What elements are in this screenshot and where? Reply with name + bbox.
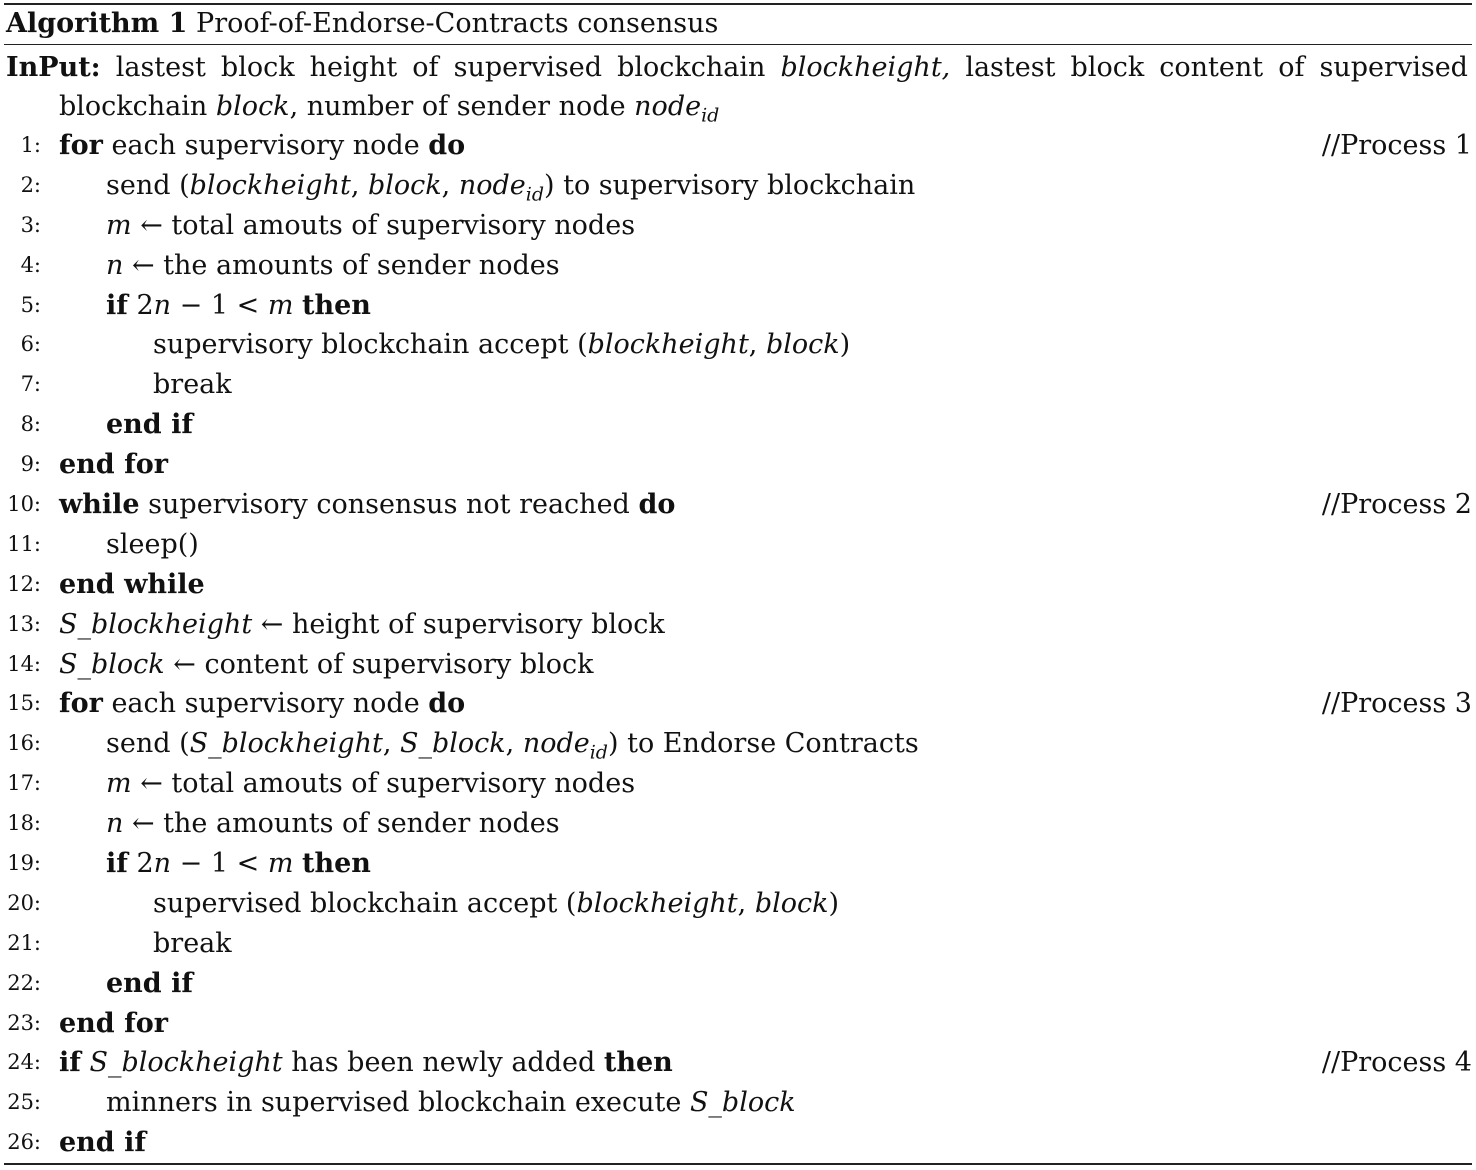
keyword: then [603, 1047, 673, 1079]
input-text: blockchain [59, 91, 208, 122]
line-text: has been newly added [282, 1047, 596, 1079]
input-line-1 [6, 48, 1468, 87]
line-text: 2 [136, 848, 154, 880]
variable: S_blockheight [89, 1047, 283, 1079]
caption-title: Proof-of-Endorse-Contracts consensus [196, 8, 719, 39]
line-text: ← content of supervisory block [164, 648, 594, 680]
line-text: , [441, 169, 459, 201]
line-8 [0, 405, 1472, 445]
line-25 [0, 1083, 1472, 1123]
line-text: ) [839, 329, 851, 361]
line-code [106, 166, 915, 206]
line-16 [0, 724, 1472, 764]
line-4 [0, 246, 1472, 286]
line-code [106, 764, 635, 804]
variable: blockheight [576, 887, 738, 919]
input-word: content [1159, 52, 1264, 83]
input-spec [6, 48, 1468, 126]
bottom-rule [4, 1163, 1472, 1165]
line-text: supervisory consensus not reached [148, 489, 630, 521]
line-12 [0, 565, 1472, 605]
variable: S_block [59, 648, 165, 680]
line-19 [0, 844, 1472, 884]
line-13 [0, 605, 1472, 645]
input-word: of [412, 52, 439, 83]
line-text: ← the amounts of sender nodes [123, 808, 560, 840]
line-number: 17: [7, 771, 41, 796]
caption-label: Algorithm 1 [6, 8, 188, 39]
line-code [106, 724, 919, 764]
line-number: 13: [7, 611, 41, 636]
line-number: 2: [20, 172, 41, 197]
line-text: supervised blockchain accept ( [153, 887, 577, 919]
line-code [153, 884, 839, 924]
line-20 [0, 884, 1472, 924]
line-code [106, 286, 371, 326]
line-code [106, 1083, 796, 1123]
line-text: 2 [136, 289, 154, 321]
line-text: , [737, 887, 755, 919]
line-text: each supervisory node [111, 688, 420, 720]
keyword: end if [59, 1127, 146, 1159]
input-word: lastest [965, 52, 1056, 83]
input-word: block [220, 52, 295, 83]
line-text: ← height of supervisory block [252, 608, 665, 640]
input-line-2 [6, 87, 1468, 126]
top-rule [4, 3, 1472, 5]
line-17 [0, 764, 1472, 804]
process-comment: //Process 3 [1321, 688, 1472, 720]
line-number: 18: [7, 811, 41, 836]
process-comment: //Process 1 [1321, 130, 1472, 161]
input-word: supervised [453, 52, 603, 83]
line-number: 5: [20, 292, 41, 317]
line-code [106, 964, 193, 1004]
variable: m [106, 209, 132, 241]
line-code [59, 485, 675, 525]
variable: n [153, 289, 172, 321]
variable: n [106, 808, 124, 840]
line-code [106, 844, 371, 884]
keyword: do [428, 130, 466, 161]
line-code [59, 1004, 168, 1044]
line-number: 11: [7, 531, 41, 556]
line-code [106, 525, 199, 565]
variable: m [106, 768, 132, 800]
keyword: for [59, 688, 103, 720]
line-text: send ( [106, 169, 190, 201]
variable: S_blockheight [59, 608, 253, 640]
line-10 [0, 485, 1472, 525]
subscript: id [589, 741, 608, 764]
line-number: 21: [7, 930, 41, 955]
line-number: 20: [7, 890, 41, 915]
line-number: 9: [20, 452, 41, 477]
variable: m [267, 848, 294, 880]
input-subscript: id [701, 104, 720, 127]
line-code [106, 246, 560, 286]
line-text: ← the amounts of sender nodes [123, 249, 560, 281]
line-number: 15: [7, 691, 41, 716]
line-code [153, 924, 232, 964]
line-23 [0, 1004, 1472, 1044]
line-24 [0, 1043, 1472, 1083]
line-number: 14: [7, 651, 41, 676]
line-code [59, 684, 465, 724]
input-word: supervised [1319, 52, 1468, 83]
line-text: send ( [106, 728, 190, 760]
line-number: 1: [20, 133, 41, 157]
keyword: if [59, 1047, 81, 1079]
process-comment: //Process 4 [1321, 1047, 1472, 1079]
line-code [153, 325, 850, 365]
line-1 [0, 126, 1472, 166]
line-text: ← total amouts of supervisory nodes [131, 768, 636, 800]
keyword: end for [59, 1007, 168, 1039]
line-text: ) to supervisory blockchain [544, 169, 916, 201]
variable: S_block [689, 1087, 796, 1119]
line-text: minners in supervised blockchain execute [106, 1087, 690, 1119]
line-code [153, 365, 232, 405]
line-number: 25: [7, 1090, 41, 1115]
variable: node [458, 169, 526, 201]
line-text: − 1 < [171, 848, 268, 880]
line-number: 3: [20, 212, 41, 237]
line-number: 10: [7, 492, 41, 517]
line-number: 16: [7, 731, 41, 756]
line-number: 4: [20, 252, 41, 277]
variable: block [765, 329, 840, 361]
variable: S_block [399, 728, 506, 760]
keyword: while [59, 489, 140, 521]
line-text: supervisory blockchain accept ( [153, 329, 588, 361]
line-text: each supervisory node [111, 130, 420, 161]
keyword: end while [59, 568, 205, 600]
line-code [59, 645, 594, 685]
line-11 [0, 525, 1472, 565]
variable: n [106, 249, 124, 281]
line-number: 8: [20, 412, 41, 437]
line-number: 6: [20, 332, 41, 357]
keyword: then [302, 848, 371, 880]
line-text: sleep() [106, 528, 199, 560]
algorithm-caption [6, 7, 718, 41]
line-text: break [153, 369, 232, 401]
keyword: for [59, 130, 103, 161]
line-code [106, 405, 193, 445]
line-text: − 1 < [171, 289, 268, 321]
line-number: 23: [7, 1010, 41, 1035]
process-comment: //Process 2 [1321, 489, 1472, 521]
line-number: 7: [20, 372, 41, 397]
variable: blockheight [189, 169, 351, 201]
line-15 [0, 684, 1472, 724]
line-5 [0, 286, 1472, 326]
line-22 [0, 964, 1472, 1004]
line-7 [0, 365, 1472, 405]
keyword: if [106, 848, 128, 880]
input-word: blockchain [617, 52, 766, 83]
line-14 [0, 645, 1472, 685]
line-text: , [748, 329, 766, 361]
line-9 [0, 445, 1472, 485]
variable: block [754, 887, 829, 919]
line-text: ) to Endorse Contracts [607, 728, 919, 760]
input-word: blockheight, [780, 52, 951, 83]
input-var: node [634, 91, 702, 122]
line-code [106, 206, 635, 246]
keyword: then [302, 289, 371, 321]
keyword: if [106, 289, 128, 321]
keyword: end for [59, 449, 168, 481]
variable: m [267, 289, 294, 321]
line-code [59, 126, 465, 166]
line-number: 26: [7, 1130, 41, 1155]
line-code [59, 1043, 673, 1083]
line-code [59, 565, 205, 605]
line-code [59, 1123, 146, 1163]
input-label: InPut: [6, 52, 101, 83]
variable: node [522, 728, 590, 760]
line-text: , [505, 728, 523, 760]
keyword: do [638, 489, 676, 521]
keyword: end if [106, 409, 193, 441]
keyword: do [428, 688, 466, 720]
line-number: 19: [7, 851, 41, 876]
line-code [106, 804, 560, 844]
variable: blockheight [587, 329, 749, 361]
caption-rule [4, 44, 1472, 45]
line-26 [0, 1123, 1472, 1163]
line-text: , [382, 728, 400, 760]
line-text: ) [828, 887, 840, 919]
line-code [59, 445, 168, 485]
algorithm-lines [0, 126, 1472, 1163]
line-number: 22: [7, 970, 41, 995]
input-word: lastest [115, 52, 206, 83]
input-word: height [309, 52, 398, 83]
variable: n [153, 848, 172, 880]
line-21 [0, 924, 1472, 964]
input-word: of [1278, 52, 1305, 83]
line-3 [0, 206, 1472, 246]
line-code [59, 605, 665, 645]
line-18 [0, 804, 1472, 844]
variable: S_blockheight [189, 728, 383, 760]
line-number: 24: [7, 1050, 41, 1075]
input-word: block [1070, 52, 1145, 83]
input-text: , number of sender node [289, 91, 626, 122]
variable: block [367, 169, 442, 201]
line-text: ← total amouts of supervisory nodes [131, 209, 636, 241]
line-6 [0, 325, 1472, 365]
keyword: end if [106, 967, 193, 999]
input-var: block [215, 91, 290, 122]
line-text: break [153, 927, 232, 959]
line-text: , [350, 169, 368, 201]
line-number: 12: [7, 571, 41, 596]
subscript: id [525, 183, 544, 206]
line-2 [0, 166, 1472, 206]
